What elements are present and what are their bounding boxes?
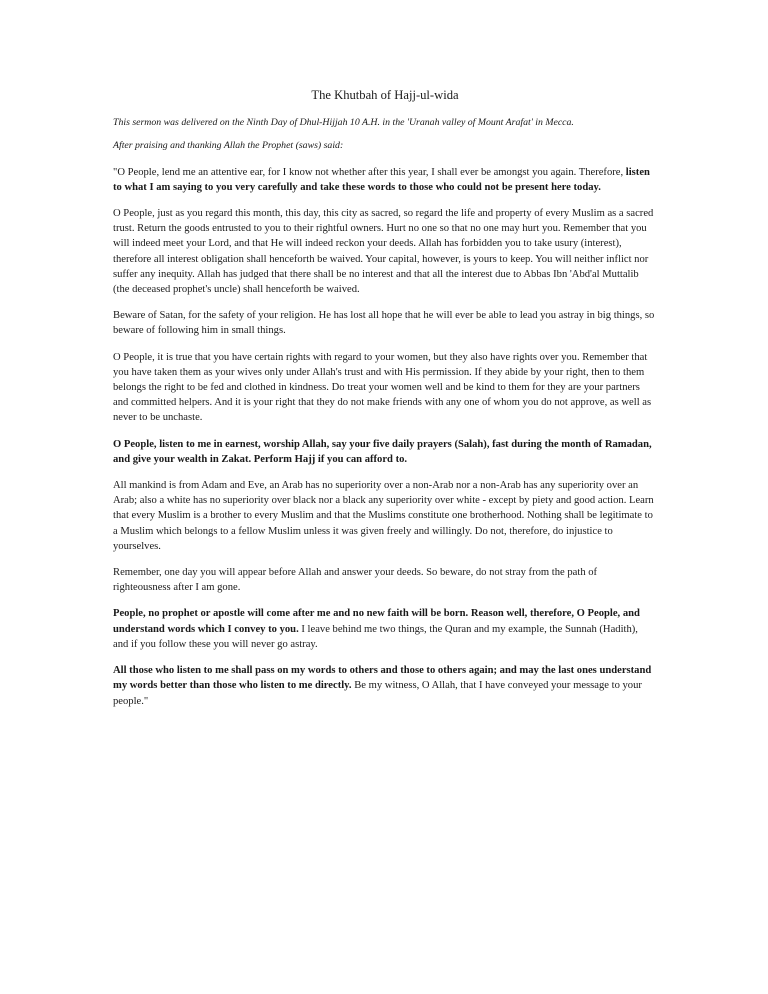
paragraph-1-text: "O People, lend me an attentive ear, for I know not whether after this year, I shall ever be amongst you again. Therefore,: [113, 166, 626, 178]
document-title: The Khutbah of Hajj-ul-wida: [311, 88, 459, 102]
paragraph-5: [113, 437, 655, 467]
lead-in-note: After praising and thanking Allah the Prophet (saws) said:: [113, 140, 344, 152]
paragraph-8-emphasis: People, no prophet or apostle will come after me and no new faith will be born. Reason well, therefore, O People, and understand words which I convey to you.: [113, 608, 640, 635]
paragraph-6: All mankind is from Adam and Eve, an Arab has no superiority over a non-Arab nor a non-Arab has any superiority over an Arab; also a white has no superiority over black nor a black any superiority over white - except by piety and good action. Learn that every Muslim is a brother to every Muslim and that the Muslims constitute one brotherhood. Nothing shall be legitimate to a Muslim which belongs to a fellow Muslim unless it was given freely and willingly. Do not, therefore, do injustice to yourselves.: [113, 480, 654, 552]
paragraph-2: O People, just as you regard this month, this day, this city as sacred, so regard the life and property of every Muslim as a sacred trust. Return the goods entrusted to you to their rightful owners. Hurt no one so that no one may hurt you. Remember that you will indeed meet your Lord, and that He will indeed reckon your deeds. Allah has forbidden you to take usury (interest), therefore all interest obligation shall henceforth be waived. Your capital, however, is yours to keep. You will neither inflict nor suffer any inequity. Allah has judged that there shall be no interest and that all the interest due to Abbas Ibn 'Abd'al Muttalib (the deceased prophet's uncle) shall henceforth be waived.: [113, 208, 654, 296]
paragraph-4: O People, it is true that you have certain rights with regard to your women, but they also have rights over you. Remember that you have taken them as your wives only under Allah's trust and with His permission. If they abide by your right, then to them belongs the right to be fed and clothed in kindness. Do treat your women well and be kind to them for they are your partners and committed helpers. And it is your right that they do not make friends with any one of whom you do not approve, as well as never to be unchaste.: [113, 351, 652, 424]
document-page: [113, 88, 655, 720]
paragraph-5-emphasis: O People, listen to me in earnest, worship Allah, say your five daily prayers (Salah), fast during the month of Ramadan, and give your wealth in Zakat. Perform Hajj if you can afford to.: [113, 438, 652, 465]
paragraph-3: Beware of Satan, for the safety of your religion. He has lost all hope that he will ever be able to lead you astray in big things, so beware of following him in small things.: [113, 310, 655, 337]
intro-note: This sermon was delivered on the Ninth Day of Dhul-Hijjah 10 A.H. in the 'Uranah valley of Mount Arafat' in Mecca.: [113, 117, 574, 129]
paragraph-1-emphasis: listen to what I am saying to you very carefully and take these words to those who could not be present here today.: [113, 166, 650, 193]
paragraph-8-text: I leave behind me two things, the Quran and my example, the Sunnah (Hadith), and if you follow these you will never go astray.: [113, 623, 638, 650]
paragraph-7: Remember, one day you will appear before Allah and answer your deeds. So beware, do not stray from the path of righteousness after I am gone.: [113, 567, 598, 594]
paragraph-9: [113, 663, 655, 709]
paragraph-1: [113, 165, 655, 195]
paragraph-9-emphasis: All those who listen to me shall pass on my words to others and those to others again; and may the last ones understand my words better than those who listen to me directly.: [113, 665, 652, 692]
paragraph-9-text: Be my witness, O Allah, that I have conveyed your message to your people.": [113, 680, 642, 707]
paragraph-8: [113, 606, 655, 652]
